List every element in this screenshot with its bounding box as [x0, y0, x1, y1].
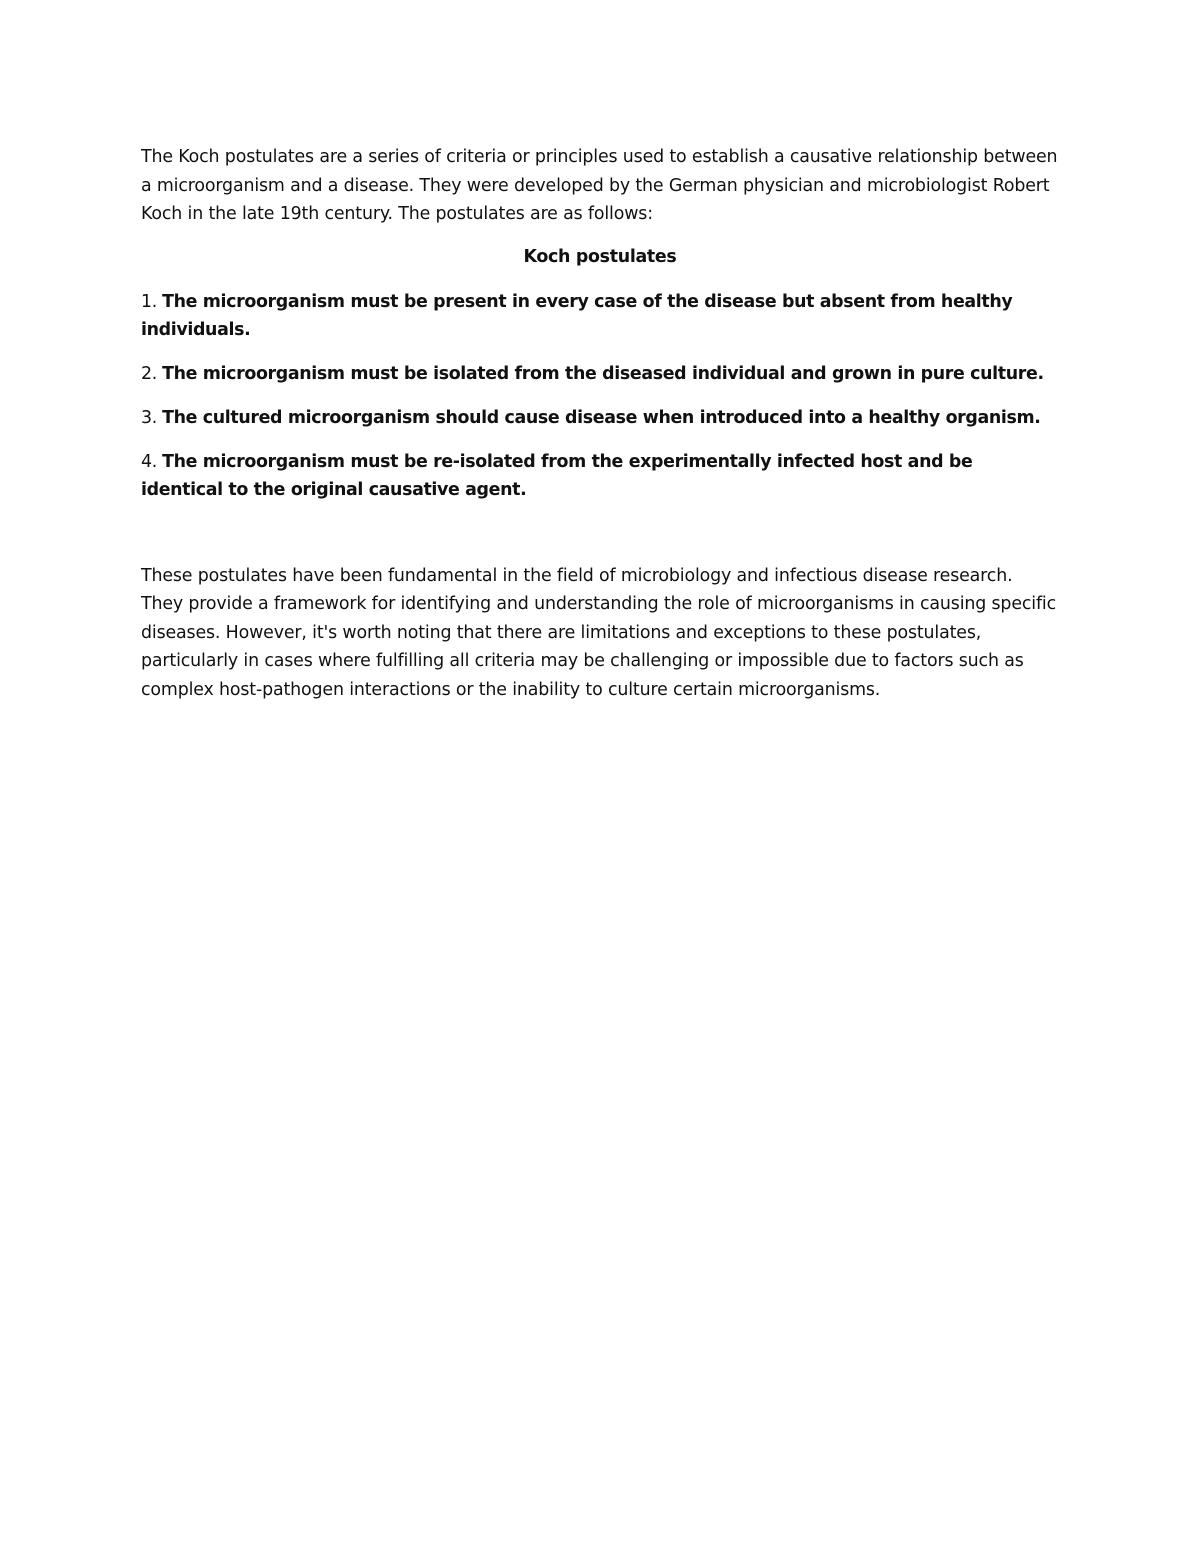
document-body	[141, 143, 1059, 704]
intro-paragraph: The Koch postulates are a series of criteria or principles used to establish a causative relationship between a microorganism and a disease. They were developed by the German physician and microbiologist Robert Koch in the late 19th century. The postulates are as follows:	[141, 147, 1058, 224]
postulate-item-3	[141, 404, 1059, 432]
postulate-item-1	[141, 288, 1059, 344]
postulates-list	[141, 288, 1059, 504]
postulate-number: 1.	[141, 291, 157, 312]
postulate-number: 2.	[141, 363, 157, 384]
postulate-item-4	[141, 448, 1059, 504]
section-heading: Koch postulates	[523, 246, 677, 267]
postulate-number: 3.	[141, 407, 157, 428]
postulate-text: The cultured microorganism should cause disease when introduced into a healthy organism.	[162, 407, 1041, 428]
postulate-text: The microorganism must be re-isolated from the experimentally infected host and be identical to the original causative agent.	[141, 451, 973, 500]
postulate-text: The microorganism must be isolated from the diseased individual and grown in pure culture.	[162, 363, 1044, 384]
postulate-number: 4.	[141, 451, 157, 472]
postulate-text: The microorganism must be present in every case of the disease but absent from healthy individuals.	[141, 291, 1013, 340]
closing-paragraph: These postulates have been fundamental in the field of microbiology and infectious disease research. They provide a framework for identifying and understanding the role of microorganisms in causing specific diseases. However, it's worth noting that there are limitations and exceptions to these postulates, particularly in cases where fulfilling all criteria may be challenging or impossible due to factors such as complex host-pathogen interactions or the inability to culture certain microorganisms.	[141, 565, 1057, 700]
postulate-item-2	[141, 360, 1059, 388]
